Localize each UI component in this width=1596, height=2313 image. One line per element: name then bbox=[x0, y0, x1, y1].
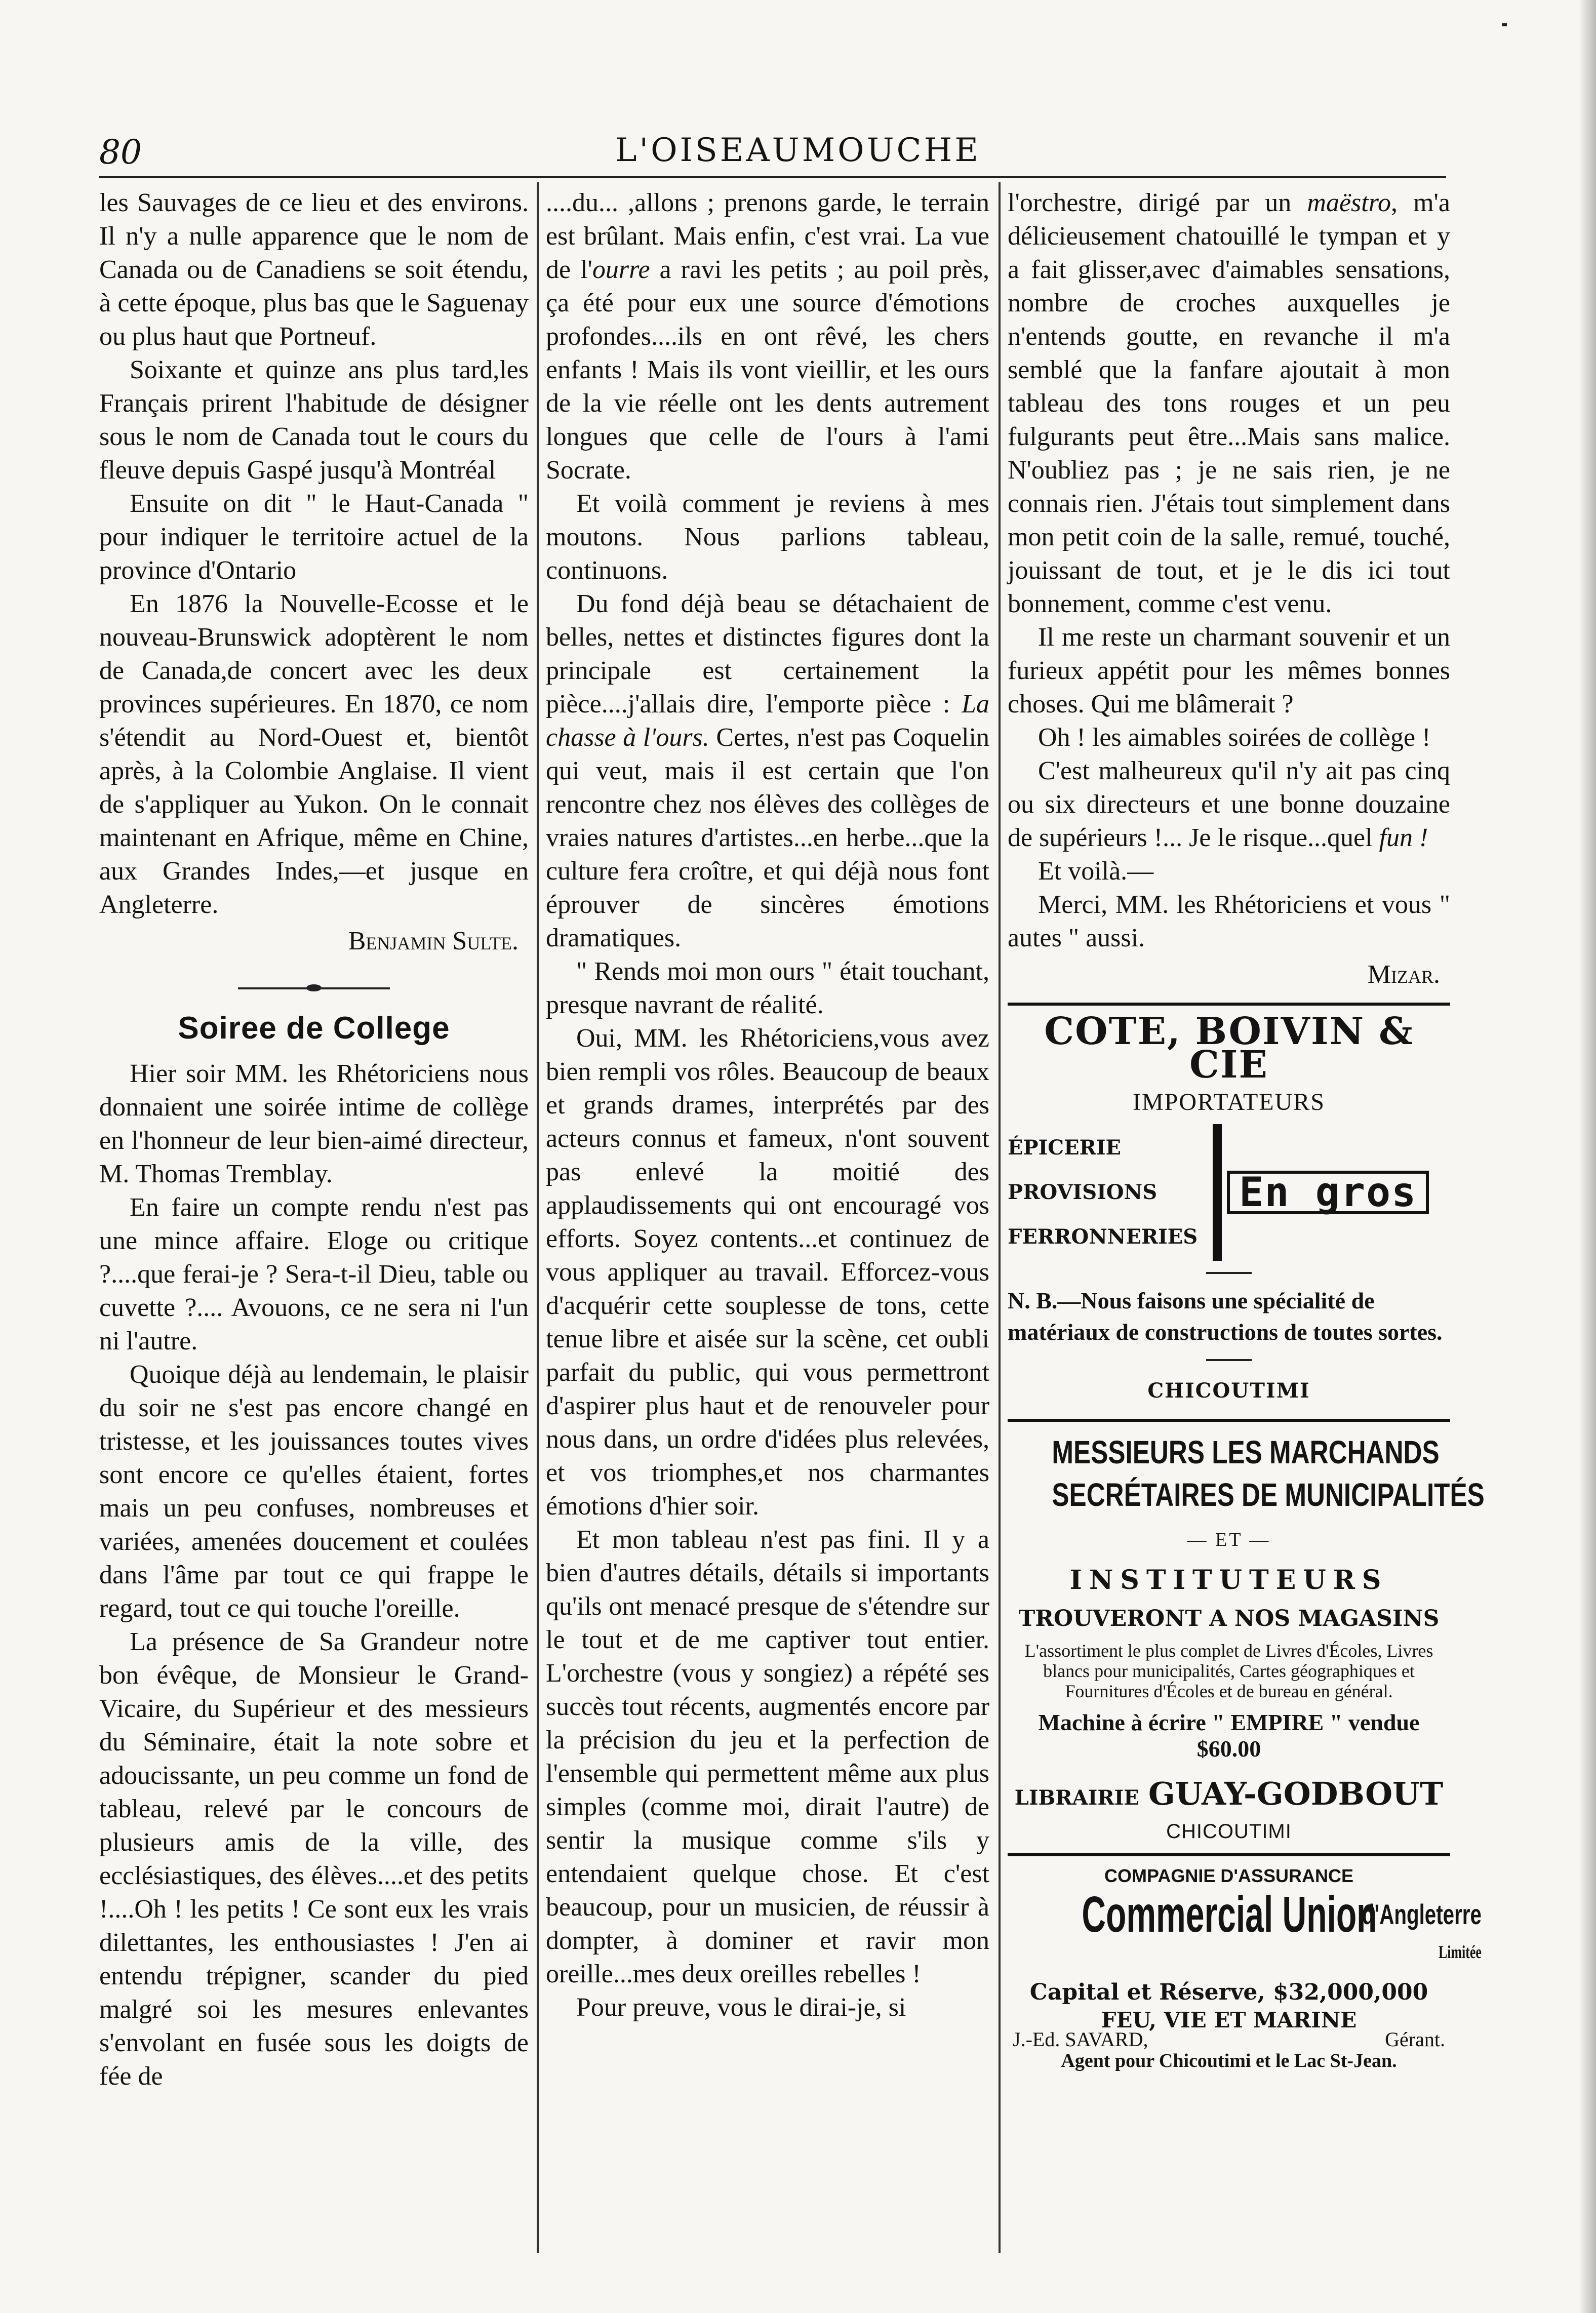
ad-product-list bbox=[1008, 1126, 1198, 1259]
article-continuation-paragraph: les Sauvages de ce lieu et des environs. Il n'y a nulle apparence que le nom de Canada ou de Canadiens se soit étendu, à cette époque, plus bas que le Saguenay ou plus haut que Portneuf. bbox=[99, 188, 529, 351]
ad-separator-rule bbox=[1008, 1003, 1450, 1006]
article-paragraph: Quoique déjà au lendemain, le plaisir du soir ne s'est pas encore changé en tristesse, et les jouissances toutes vives sont encore ce qu'elles étaient, fortes mais un peu confuses, nombreuses et variées, amenées doucement et coulées dans l'âme par tout ce qui frappe le regard, tout ce qui touche l'oreille. bbox=[99, 1360, 529, 1623]
ad-lines: FEU, VIE ET MARINE bbox=[1101, 2008, 1357, 2032]
column-1 bbox=[99, 186, 529, 2093]
article-paragraph: En faire un compte rendu n'est pas une mince affaire. Eloge ou critique ?....que ferai-je ? Sera-t-il Dieu, table ou cuvette ?.... Avouons, ce ne sera ni l'un ni l'autre. bbox=[99, 1193, 529, 1355]
ad-city: CHICOUTIMI bbox=[1166, 1820, 1292, 1843]
article-continuation-paragraph: Ensuite on dit " le Haut-Canada " pour indiquer le territoire actuel de la province d'Ontario bbox=[99, 489, 529, 585]
ad-company-country: d'Angleterre Limitée bbox=[1362, 1898, 1482, 1962]
article-paragraph: Et mon tableau n'est pas fini. Il y a bien d'autres détails, détails si importants qu'ils ont menacé presque de s'étendre sur le tout et de me captiver tout entier. L'orchestre (vous y songiez) a répété ses succès tout récents, augmentés encore par la précision du jeu et la perfection de l'ensemble qui permettent même aux plus simples (comme moi, dirait l'autre) de sentir la musique comme s'ils y entendaient quelque chose. Et c'est beaucoup, pour un musicien, de réussir à dompter, à dominer et ravir mon oreille...mes deux oreilles rebelles ! bbox=[546, 1525, 989, 1988]
ad-company-name-block bbox=[1008, 1886, 1482, 1969]
ad-city: CHICOUTIMI bbox=[1147, 1379, 1310, 1403]
ad-commercial-union bbox=[1008, 1859, 1482, 2072]
ad-agent: Agent pour Chicoutimi et le Lac St-Jean. bbox=[1061, 2050, 1397, 2071]
ad-short-rule bbox=[1206, 1359, 1252, 1361]
column-3 bbox=[1008, 186, 1485, 2072]
article-paragraph: l'orchestre, dirigé par un maëstro, m'a délicieusement chatouillé le tympan et y a fait glisser,avec d'aimables sensations, nombre de croches auxquelles je n'entends goutte, en revanche il m'a semblé que la fanfare ajoutait à mon tableau des tons rouges et un peu fulgurants peut être...Mais sans malice. N'oubliez pas ; je ne sais rien, je ne connais rien. J'étais tout simplement dans mon petit coin de la salle, remué, touché, jouissant de tout, et je le dis ici tout bonnement, comme c'est venu. bbox=[1008, 188, 1450, 618]
ad-description: L'assortiment le plus complet de Livres d'Écoles, Livres blancs pour municipalités, Cartes géographiques et Fournitures d'Écoles et de bureau en général. bbox=[1024, 1641, 1433, 1701]
column-divider-1 bbox=[537, 182, 539, 2253]
article-paragraph: " Rends moi mon ours " était touchant, presque navrant de réalité. bbox=[546, 957, 989, 1019]
header-rule bbox=[99, 176, 1446, 178]
article-paragraph: Merci, MM. les Rhétoriciens et vous " autes " aussi. bbox=[1008, 890, 1450, 952]
ad-company-name: COTE, BOIVIN & CIE bbox=[1044, 1010, 1414, 1087]
section-ornament bbox=[238, 987, 390, 989]
ink-speck bbox=[1502, 23, 1507, 26]
article-paragraph: Et voilà comment je reviens à mes moutons. Nous parlions tableau, continuons. bbox=[546, 489, 989, 585]
author-signature: Mizar. bbox=[1367, 960, 1440, 989]
article-continuation-paragraph: En 1876 la Nouvelle-Ecosse et le nouveau-Brunswick adoptèrent le nom de Canada,de concert avec les deux provinces supérieures. En 1870, ce nom s'étendit au Nord-Ouest et, bientôt après, à la Colombie Anglaise. Il vient de s'appliquer au Yukon. On le connait maintenant en Afrique, même en Chine, aux Grandes Indes,—et jusque en Angleterre. bbox=[99, 589, 529, 919]
article-paragraph: ....du... ,allons ; prenons garde, le terrain est brûlant. Mais enfin, c'est vrai. La vue de l'ourre a ravi les petits ; au poil près, ça été pour eux une source d'émotions profondes....ils en ont rêvé, les chers enfants ! Mais ils vont vieillir, et les ours de la vie réelle ont les dents autrement longues que celle de l'ours à l'ami Socrate. bbox=[546, 188, 989, 485]
ad-store-name: LIBRAIRIE GUAY-GODBOUT bbox=[1014, 1775, 1444, 1812]
page-number: 80 bbox=[99, 133, 142, 172]
ad-product-item: ÉPICERIE bbox=[1008, 1136, 1122, 1160]
ad-manager: J.-Ed. SAVARD, Gérant. bbox=[1013, 2028, 1445, 2051]
article-paragraph: Du fond déjà beau se détachaient de belles, nettes et distinctes figures dont la principale est certainement la pièce....j'allais dire, l'emporte pièce : La chasse à l'ours. Certes, n'est pas Coquelin qui veut, mais il est certain que l'on rencontre chez nos élèves des collèges de vraies natures d'artistes...en herbe...que la culture fera croître, et qui déjà nous font éprouver de sincères émotions dramatiques. bbox=[546, 589, 989, 952]
ad-short-rule bbox=[1206, 1272, 1252, 1274]
ad-cote-boivin bbox=[1008, 1010, 1450, 1408]
article-paragraph: Il me reste un charmant souvenir et un furieux appétit pour les mêmes bonnes choses. Qui me blâmerait ? bbox=[1008, 623, 1450, 719]
ad-headline: TROUVERONT A NOS MAGASINS bbox=[1018, 1606, 1440, 1631]
ad-subtitle: IMPORTATEURS bbox=[1133, 1089, 1325, 1115]
ad-product-item: PROVISIONS bbox=[1008, 1180, 1158, 1204]
ad-headline: INSTITUTEURS bbox=[1069, 1565, 1388, 1596]
ad-separator-rule bbox=[1008, 1419, 1450, 1422]
ad-company-name: Commercial Union bbox=[1082, 1886, 1377, 1943]
page-edge-shadow bbox=[1579, 0, 1596, 2313]
ad-product-item: FERRONNERIES bbox=[1008, 1225, 1198, 1249]
ad-headline: MESSIEURS LES MARCHANDS bbox=[1052, 1434, 1440, 1470]
article-continuation-paragraph: Soixante et quinze ans plus tard,les Français prirent l'habitude de désigner sous le nom de Canada tout le cours du fleuve depuis Gaspé jusqu'à Montréal bbox=[99, 355, 529, 485]
author-signature: Benjamin Sulte. bbox=[348, 927, 518, 955]
article-paragraph: Hier soir MM. les Rhétoriciens nous donnaient une soirée intime de collège en l'honneur de leur bien-aimé directeur, M. Thomas Tremblay. bbox=[99, 1059, 529, 1188]
article-paragraph: La présence de Sa Grandeur notre bon évêque, de Monsieur le Grand-Vicaire, du Supérieur et des messieurs du Séminaire, était la note sobre et adoucissante, un peu comme un fond de tableau, relevé par le concours de plusieurs amis de la ville, des ecclésiastiques, des élèves....et des petits !....Oh ! les petits ! Ce sont eux les vrais dilettantes, les enthousiastes ! J'en ai entendu trépigner, scander du pied malgré soi les mesures enlevantes s'envolant en fusée sous les doigts de fée de bbox=[99, 1627, 529, 2091]
ad-headline: SECRÉTAIRES DE MUNICIPALITÉS bbox=[1052, 1477, 1485, 1513]
article-paragraph: Et voilà.— bbox=[1038, 857, 1154, 886]
ad-note: N. B.—Nous faisons une spécialité de matériaux de constructions de toutes sortes. bbox=[1008, 1288, 1443, 1345]
running-head: L'OISEAUMOUCHE bbox=[615, 132, 981, 169]
article-title: Soiree de College bbox=[178, 1011, 450, 1046]
ad-offer: Machine à écrire " EMPIRE " vendue $60.00 bbox=[1038, 1709, 1420, 1762]
article-paragraph: Oh ! les aimables soirées de collège ! bbox=[1038, 723, 1431, 752]
ad-guay-godbout bbox=[1008, 1431, 1485, 1848]
ad-company-label: COMPAGNIE D'ASSURANCE bbox=[1104, 1865, 1353, 1886]
ad-product-block bbox=[1008, 1124, 1450, 1261]
article-paragraph: C'est malheureux qu'il n'y ait pas cinq ou six directeurs et une bonne douzaine de supérieurs !... Je le risque...quel fun ! bbox=[1008, 756, 1450, 852]
column-2 bbox=[546, 186, 989, 2024]
ad-vertical-bar bbox=[1213, 1124, 1222, 1261]
article-paragraph: Pour preuve, vous le dirai-je, si bbox=[576, 1993, 906, 2022]
ad-separator-rule bbox=[1008, 1853, 1450, 1856]
ad-conjunction: — ET — bbox=[1187, 1529, 1271, 1550]
article-paragraph: Oui, MM. les Rhétoriciens,vous avez bien rempli vos rôles. Beaucoup de beaux et grands drames, interprétés par des acteurs connus et fameux, n'ont souvent pas enlevé la moitié des applaudissements qui ont encouragé vos efforts. Soyez contents...et continuez de vous appliquer au travail. Efforcez-vous d'acquérir cette souplesse de tons, cette tenue libre et aisée sur la scène, cet oubli parfait du public, qui vous permettront d'aspirer plus haut et de renouveler pour nous dans, un ordre d'idées plus relevées, et vos triomphes,et nos charmantes émotions d'hier soir. bbox=[546, 1024, 989, 1521]
ad-badge-en-gros: En gros bbox=[1227, 1171, 1429, 1214]
ad-capital: Capital et Réserve, $32,000,000 bbox=[1029, 1979, 1428, 2005]
column-divider-2 bbox=[999, 182, 1001, 2253]
